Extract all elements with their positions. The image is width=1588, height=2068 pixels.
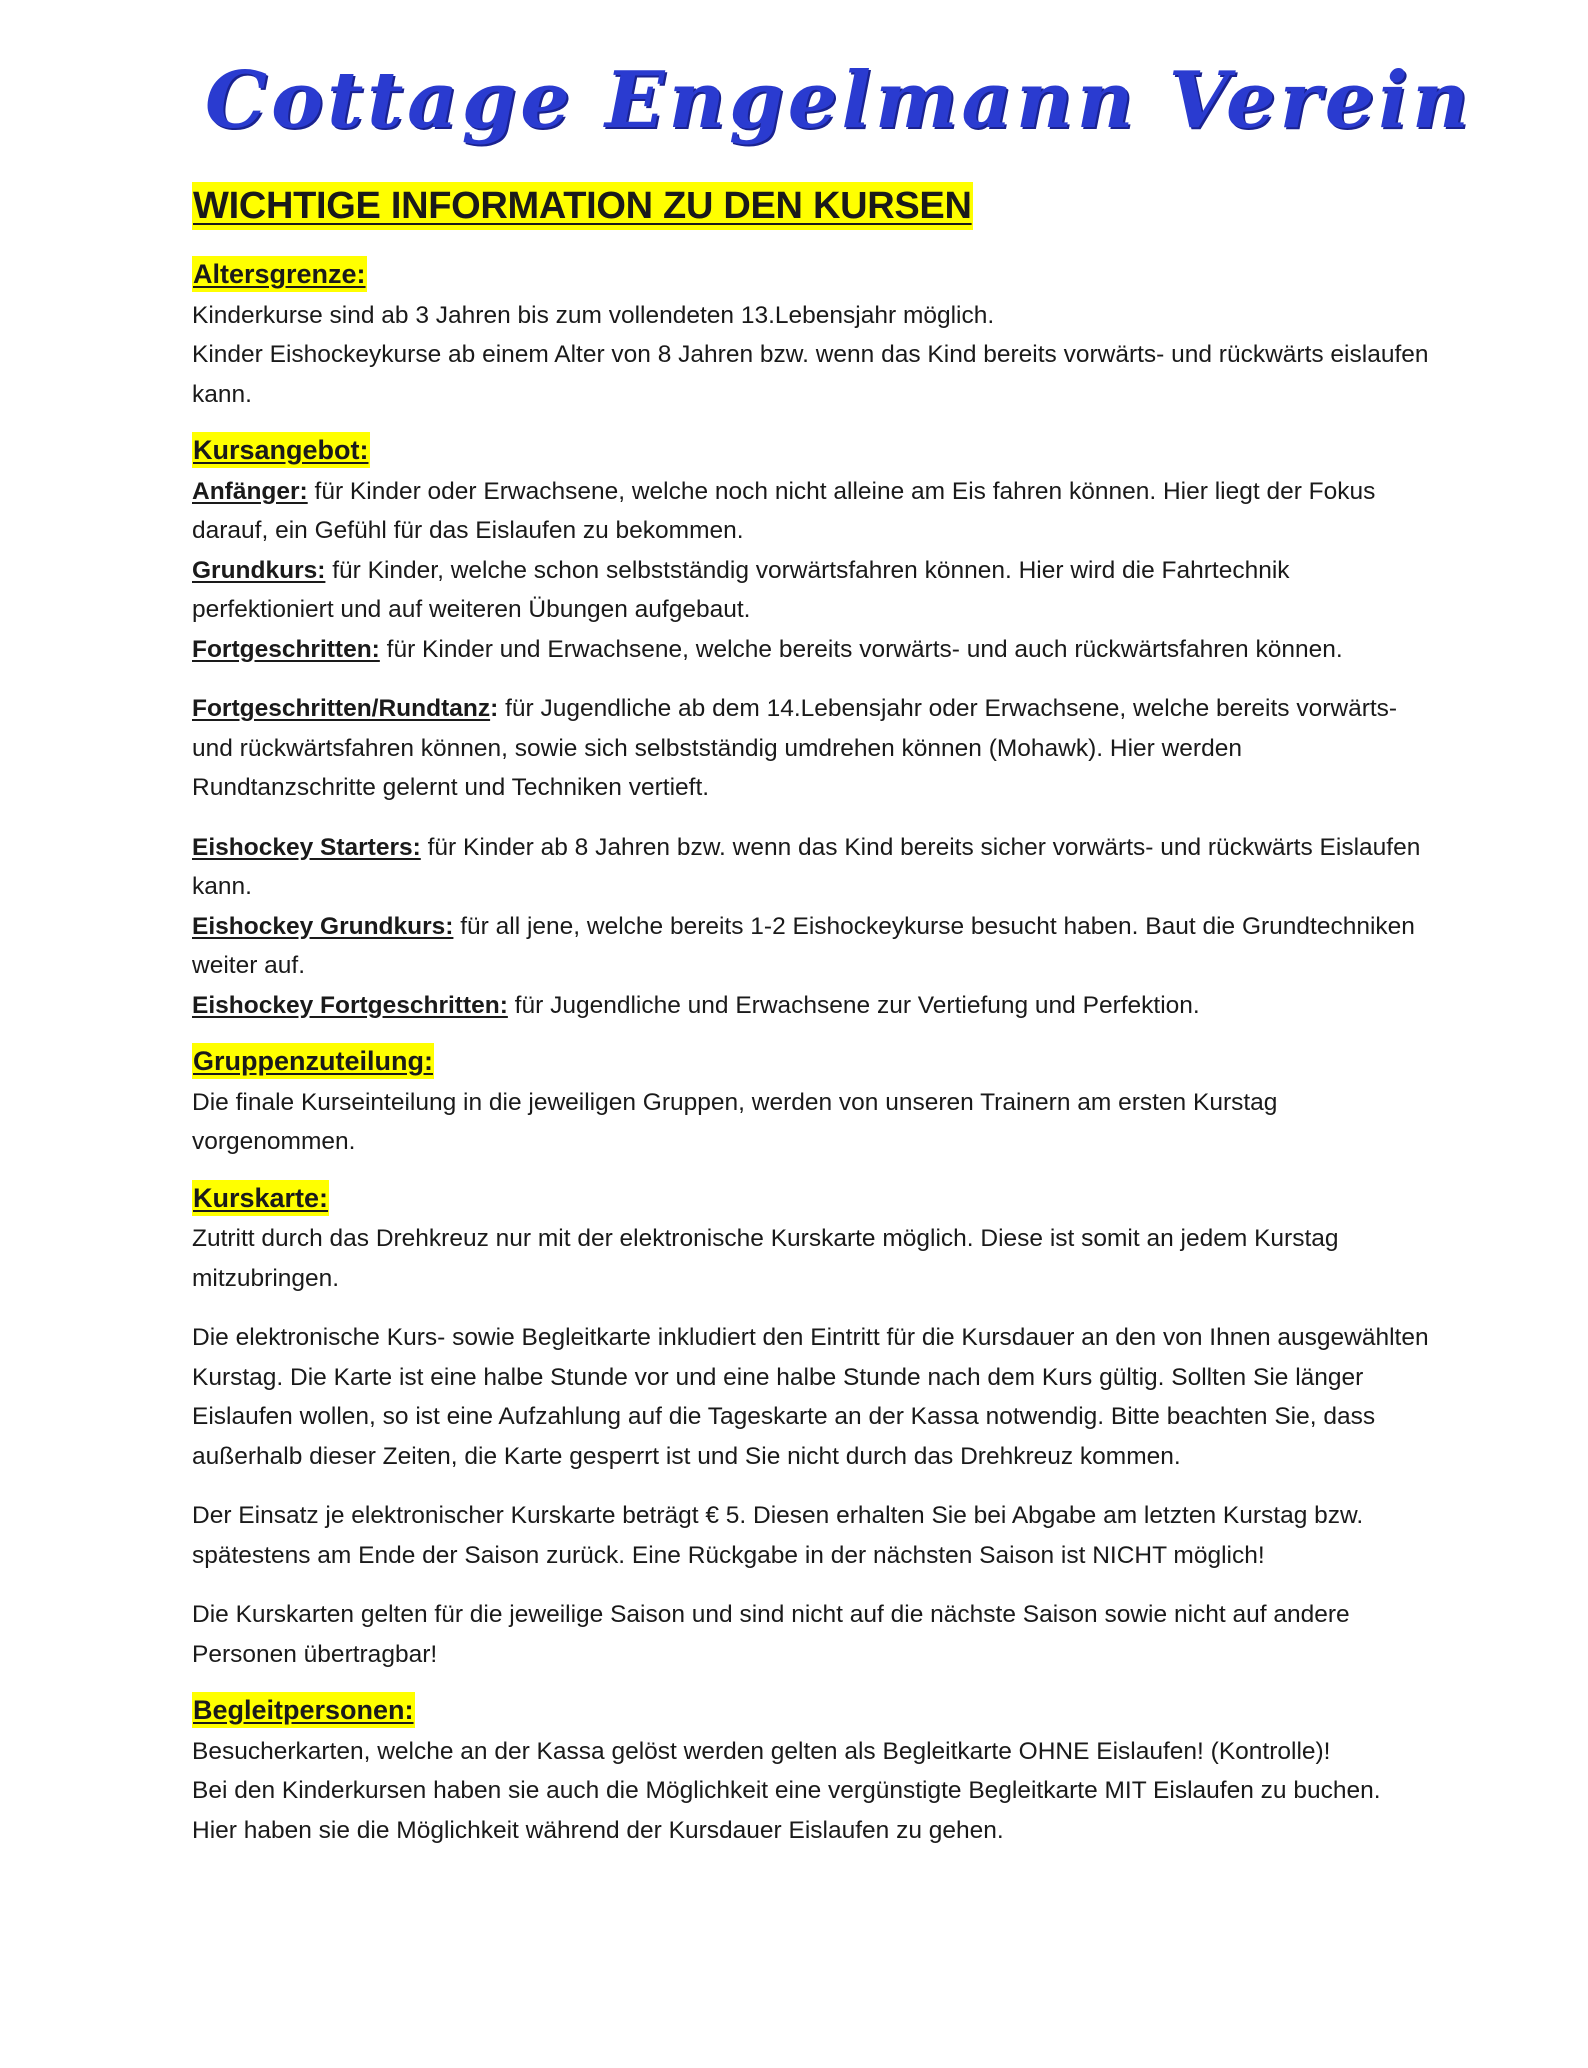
club-logo — [205, 45, 1473, 155]
section-begleitpersonen — [192, 1692, 1432, 1850]
document-content — [192, 182, 1432, 1868]
term-anfaenger: Anfänger: — [192, 477, 308, 505]
heading-begleitpersonen: Begleitpersonen: — [192, 1692, 415, 1728]
section-altersgrenze — [192, 256, 1432, 414]
desc-eishockey-fortgeschritten: für Jugendliche und Erwachsene zur Vertiefung und Perfektion. — [507, 991, 1200, 1019]
begleitpersonen-p2: Bei den Kinderkursen haben sie auch die Möglichkeit eine vergünstigte Begleitkarte MIT Eislaufen zu buchen. Hier haben sie die Möglichkeit während der Kursdauer Eislaufen zu gehen. — [192, 1777, 1381, 1844]
desc-anfaenger: für Kinder oder Erwachsene, welche noch nicht alleine am Eis fahren können. Hier liegt der Fokus darauf, ein Gefühl für das Eislaufen zu bekommen. — [192, 477, 1376, 544]
section-kurskarte — [192, 1180, 1432, 1675]
altersgrenze-line2: Kinder Eishockeykurse ab einem Alter von 8 Jahren bzw. wenn das Kind bereits vorwärts- und rückwärts eislaufen kann. — [192, 341, 1429, 408]
heading-kurskarte: Kurskarte: — [192, 1180, 329, 1216]
page-title: WICHTIGE INFORMATION ZU DEN KURSEN — [192, 182, 973, 230]
begleitpersonen-p1: Besucherkarten, welche an der Kassa gelöst werden gelten als Begleitkarte OHNE Eislaufen! (Kontrolle)! — [192, 1737, 1331, 1765]
term-eishockey-starters: Eishockey Starters: — [192, 833, 421, 861]
term-eishockey-fortgeschritten: Eishockey Fortgeschritten: — [192, 991, 508, 1019]
gruppenzuteilung-text: Die finale Kurseinteilung in die jeweiligen Gruppen, werden von unseren Trainern am ersten Kurstag vorgenommen. — [192, 1088, 1278, 1155]
heading-altersgrenze: Altersgrenze: — [192, 256, 367, 292]
term-eishockey-grundkurs: Eishockey Grundkurs: — [192, 912, 454, 940]
course-anfaenger — [192, 472, 1432, 551]
term-fortgeschritten: Fortgeschritten: — [192, 635, 380, 663]
course-fortgeschritten — [192, 630, 1432, 670]
desc-fortgeschritten: für Kinder und Erwachsene, welche bereits vorwärts- und auch rückwärtsfahren können. — [379, 635, 1343, 663]
term-grundkurs: Grundkurs: — [192, 556, 326, 584]
course-eishockey-starters — [192, 828, 1432, 907]
kurskarte-p4: Die Kurskarten gelten für die jeweilige Saison und sind nicht auf die nächste Saison sowie nicht auf andere Personen übertragbar! — [192, 1601, 1350, 1668]
section-gruppenzuteilung — [192, 1043, 1432, 1162]
section-kursangebot — [192, 432, 1432, 1025]
desc-grundkurs: für Kinder, welche schon selbstständig vorwärtsfahren können. Hier wird die Fahrtechnik perfektioniert und auf weiteren Übungen aufgebaut. — [192, 556, 1290, 623]
term-rundtanz: Fortgeschritten/Rundtanz — [192, 695, 491, 722]
heading-gruppenzuteilung: Gruppenzuteilung: — [192, 1043, 434, 1079]
kurskarte-p1: Zutritt durch das Drehkreuz nur mit der elektronische Kurskarte möglich. Diese ist somit an jedem Kurstag mitzubringen. — [192, 1225, 1339, 1292]
kurskarte-p3: Der Einsatz je elektronischer Kurskarte beträgt € 5. Diesen erhalten Sie bei Abgabe am letzten Kurstag bzw. spätestens am Ende der Saison zurück. Eine Rückgabe in der nächsten Saison ist NICHT möglich! — [192, 1502, 1364, 1569]
altersgrenze-line1: Kinderkurse sind ab 3 Jahren bis zum vollendeten 13.Lebensjahr möglich. — [192, 301, 995, 329]
course-rundtanz — [192, 689, 1432, 808]
term-rundtanz-colon: : — [490, 695, 499, 722]
course-grundkurs — [192, 551, 1432, 630]
desc-eishockey-starters: für Kinder ab 8 Jahren bzw. wenn das Kind bereits sicher vorwärts- und rückwärts Eislaufen kann. — [192, 833, 1421, 900]
course-eishockey-grundkurs — [192, 907, 1432, 986]
kurskarte-p2: Die elektronische Kurs- sowie Begleitkarte inkludiert den Eintritt für die Kursdauer an den von Ihnen ausgewählten Kurstag. Die Karte ist eine halbe Stunde vor und eine halbe Stunde nach dem Kurs gültig. Sollten Sie länger Eislaufen wollen, so ist eine Aufzahlung auf die Tageskarte an der Kassa notwendig. Bitte beachten Sie, dass außerhalb dieser Zeiten, die Karte gesperrt ist und Sie nicht durch das Drehkreuz kommen. — [192, 1324, 1429, 1470]
desc-rundtanz: für Jugendliche ab dem 14.Lebensjahr oder Erwachsene, welche bereits vorwärts- und rückwärtsfahren können, sowie sich selbstständig umdrehen können (Mohawk). Hier werden Rundtanzschritte gelernt und Techniken vertieft. — [192, 695, 1398, 801]
course-eishockey-fortgeschritten — [192, 986, 1432, 1026]
logo-text: Cottage Engelmann Verein — [205, 54, 1473, 146]
desc-eishockey-grundkurs: für all jene, welche bereits 1-2 Eishockeykurse besucht haben. Baut die Grundtechniken weiter auf. — [192, 912, 1415, 979]
heading-kursangebot: Kursangebot: — [192, 432, 370, 468]
